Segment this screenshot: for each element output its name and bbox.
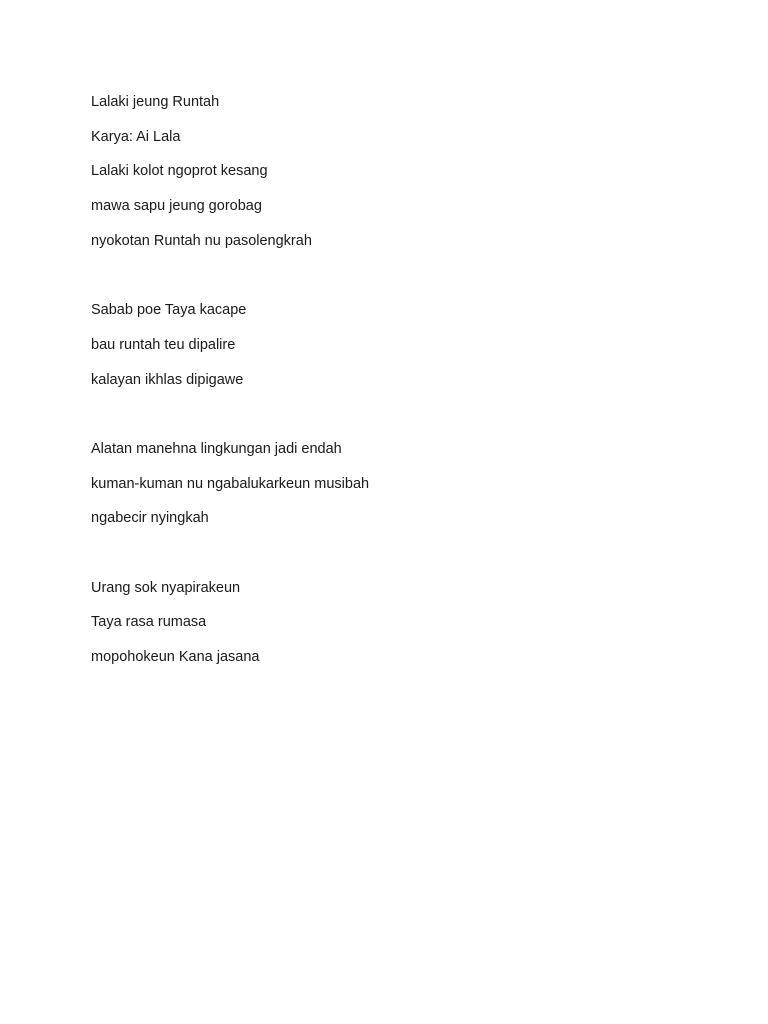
poem-line: nyokotan Runtah nu pasolengkrah bbox=[91, 232, 312, 249]
poem-line: kalayan ikhlas dipigawe bbox=[91, 371, 244, 388]
poem-line: kuman-kuman nu ngabalukarkeun musibah bbox=[91, 475, 370, 492]
poem-line: bau runtah teu dipalire bbox=[91, 336, 236, 353]
poem-line: Sabab poe Taya kacape bbox=[91, 302, 247, 319]
poem-line: mawa sapu jeung gorobag bbox=[91, 198, 262, 215]
poem-title: Lalaki jeung Runtah bbox=[91, 94, 220, 110]
poem-line: ngabecir nyingkah bbox=[91, 510, 209, 527]
stanza-break bbox=[91, 265, 691, 300]
stanza-break bbox=[91, 543, 691, 578]
poem-line: Lalaki kolot ngoprot kesang bbox=[91, 163, 268, 180]
stanza-break bbox=[91, 404, 691, 439]
poem-body bbox=[91, 92, 691, 682]
poem-line: Taya rasa rumasa bbox=[91, 614, 207, 631]
poem-line: Alatan manehna lingkungan jadi endah bbox=[91, 440, 342, 457]
poem-line: mopohokeun Kana jasana bbox=[91, 649, 260, 665]
poem-author: Karya: Ai Lala bbox=[91, 128, 181, 145]
poem-line: Urang sok nyapirakeun bbox=[91, 579, 241, 596]
